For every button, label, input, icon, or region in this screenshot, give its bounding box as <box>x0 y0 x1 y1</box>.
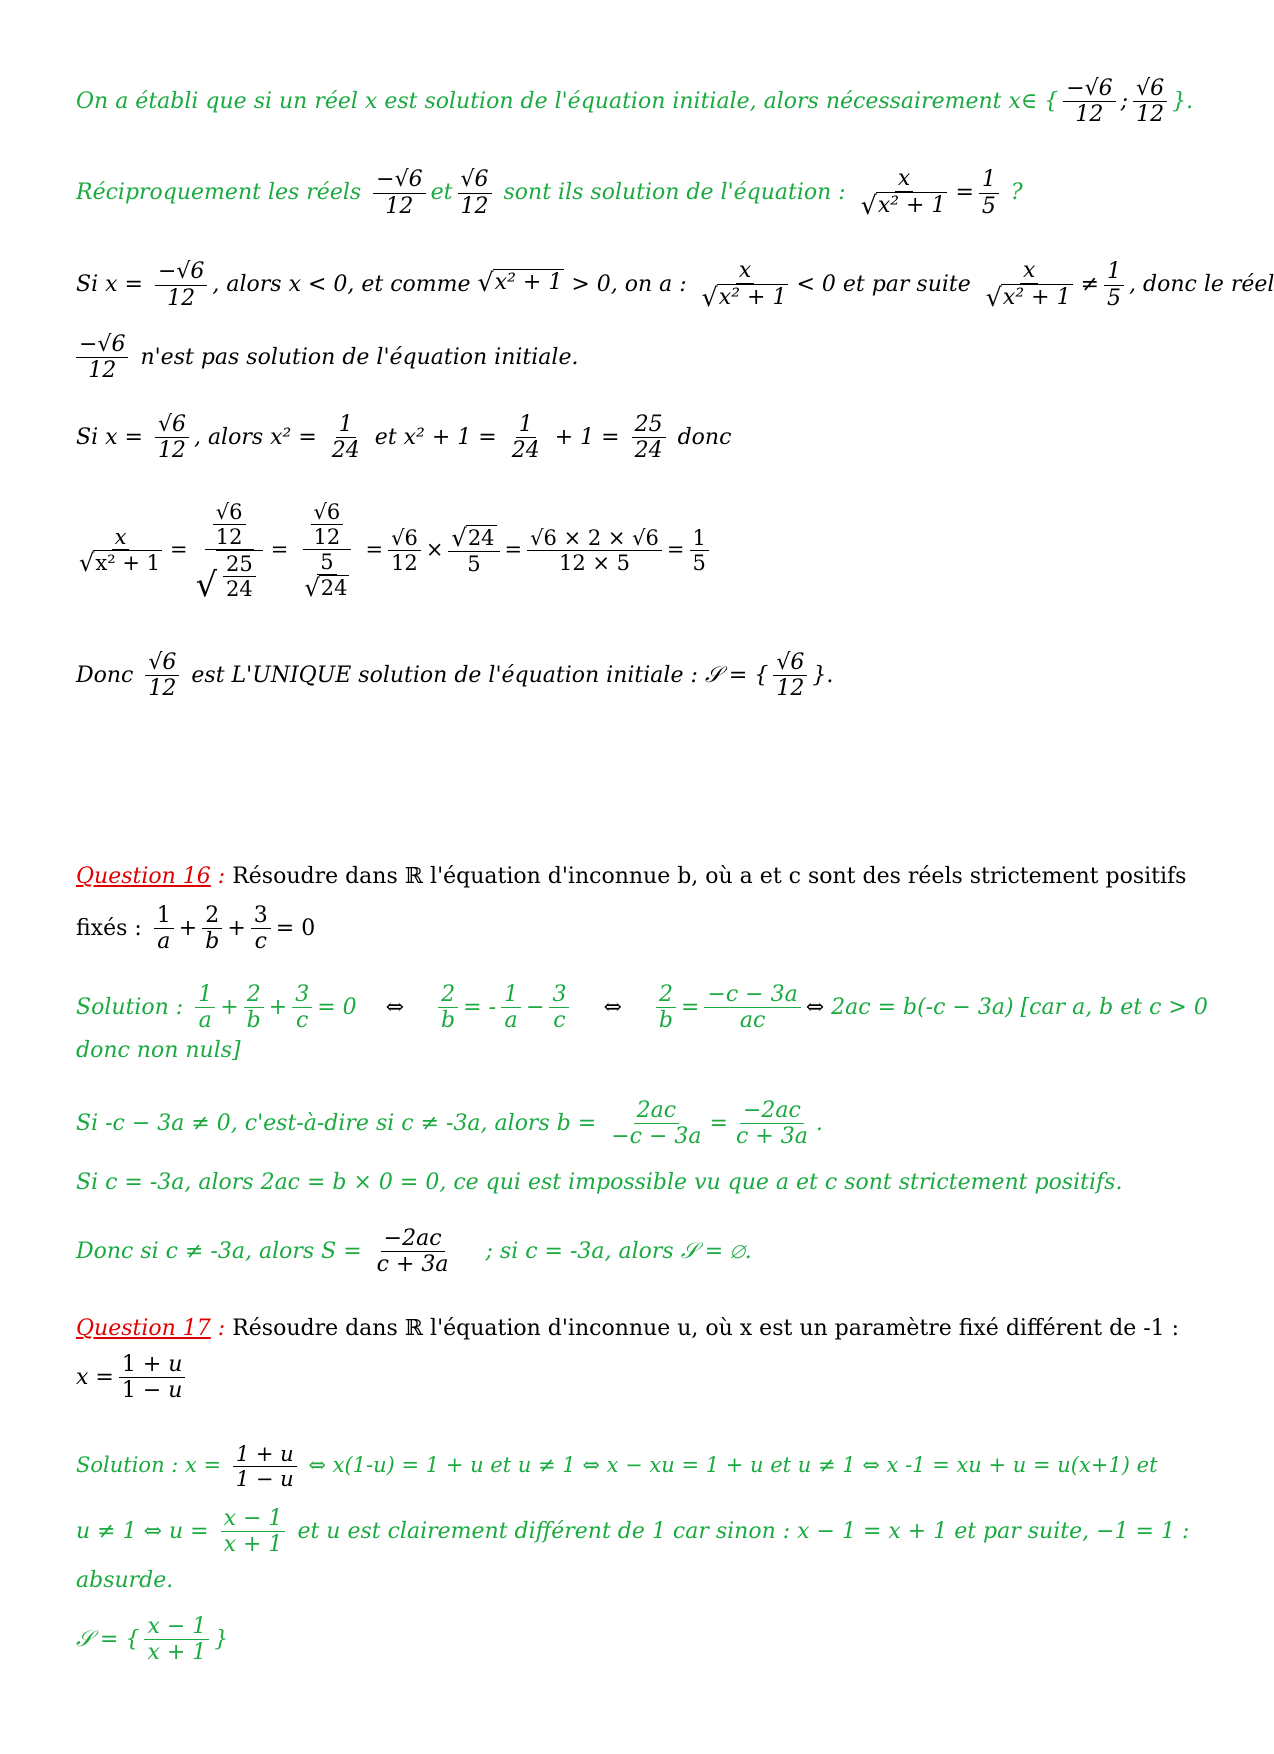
reciprocal-prefix: Réciproquement les réels <box>76 180 362 206</box>
q16-conclusion: Donc si c ≠ -3a, alors S = $\frac{-2ac}{c + 3a}$ ; si c = -3a, alors 𝒮 = ∅. <box>76 1226 752 1278</box>
question17-statement: Résoudre dans ℝ l'équation d'inconnue u, où x est un paramètre fixé différent de -1 : <box>232 1316 1180 1341</box>
reciprocal-mid: sont ils solution de l'équation : <box>503 180 846 206</box>
case1-line: Si x = $\frac{-√6}{12}$ , alors x < 0, et comme √ x² + 1 > 0, on a : x √ x² + 1 < 0 et par suite x √ x² + 1 ≠ $\frac{1}{5}$ , donc le réel <box>76 258 1274 313</box>
q16-case2: Si c = -3a, alors 2ac = b × 0 = 0, ce qui est impossible vu que a et c sont strictement positifs. <box>76 1170 1123 1195</box>
neg-root-fraction: $\frac{-√6}{12}$ <box>1063 76 1115 128</box>
q16-solution-line2: donc non nuls] <box>76 1038 241 1063</box>
q17-solution-line2: u ≠ 1 ⇔ u = $\frac{x - 1}{x + 1}$ et u est clairement différent de 1 car sinon : x − 1 = x + 1 et par suite, −1 = 1 : <box>76 1506 1190 1558</box>
question16-statement: Résoudre dans ℝ l'équation d'inconnue b, où a et c sont des réels strictement positifs <box>232 864 1187 889</box>
case2-line: Si x = $\frac{√6}{12}$ , alors x² = $\frac{1}{24}$ et x² + 1 = $\frac{1}{24}$ + 1 = $\frac{25}{24}$ donc <box>76 412 732 464</box>
q16-case1: Si -c − 3a ≠ 0, c'est-à-dire si c ≠ -3a, alors b = $\frac{2ac}{-c - 3a}$ = $\frac{-2ac}{c + 3a}$ . <box>76 1098 823 1150</box>
computation-line: x √ x² + 1 = $\frac{√6}{12}$ √ $\frac{25}{24}$ = $\frac{√6}{12}$ 5 √ 24 = $\frac{√6}{12}$ × √ 24 5 = $\frac{√6 \times 2 \times √6}{12 \times 5}$ = $\frac{1}{5}$ <box>76 500 714 602</box>
question17-heading: Question 17 : Résoudre dans ℝ l'équation d'inconnue u, où x est un paramètre fixé différent de -1 : <box>76 1316 1180 1341</box>
pos-root-fraction: $\frac{√6}{12}$ <box>1133 76 1167 128</box>
question16-equation: fixés : $\frac{1}{a}$ + $\frac{2}{b}$ + $\frac{3}{c}$ = 0 <box>76 903 316 955</box>
conclusion-line: Donc $\frac{√6}{12}$ est L'UNIQUE solution de l'équation initiale : 𝒮 = { $\frac{√6}{12}$ }. <box>76 650 834 702</box>
case1-conclusion: $\frac{-√6}{12}$ n'est pas solution de l'équation initiale. <box>76 332 578 384</box>
reciprocal-line: Réciproquement les réels $\frac{-√6}{12}$ et $\frac{√6}{12}$ sont ils solution de l'équation : x √ x² + 1 = $\frac{1}{5}$ ? <box>76 166 1023 221</box>
q17-solution-set: 𝒮 = { $\frac{x - 1}{x + 1}$ } <box>76 1614 229 1666</box>
question16-heading: Question 16 : Résoudre dans ℝ l'équation d'inconnue b, où a et c sont des réels strictement positifs <box>76 864 1187 889</box>
question17-equation: x = $\frac{1 + u}{1 - u}$ <box>76 1352 190 1404</box>
q17-solution-line3: absurde. <box>76 1568 174 1593</box>
q16-solution-line1: Solution : $\frac{1}{a}$ + $\frac{2}{b}$ + $\frac{3}{c}$ = 0 ⇔ $\frac{2}{b}$ = - $\frac{1}{a}$ − $\frac{3}{c}$ ⇔ $\frac{2}{b}$ = $\frac{-c - 3a}{ac}$ ⇔ 2ac = b(-c − 3a) [car a, b et c > 0 <box>76 982 1208 1034</box>
question16-label: Question 16 <box>76 864 211 889</box>
q17-solution-line1: Solution : x = $\frac{1 + u}{1 - u}$ ⇔ x(1-u) = 1 + u et u ≠ 1 ⇔ x − xu = 1 + u et u ≠ 1 ⇔ x -1 = xu + u = u(x+1) et <box>76 1442 1158 1492</box>
intro-text: On a établi que si un réel x est solution de l'équation initiale, alors nécessairement x∈ <box>76 88 1038 114</box>
question17-label: Question 17 <box>76 1316 211 1341</box>
intro-line: On a établi que si un réel x est solution de l'équation initiale, alors nécessairement x∈ { $\frac{-√6}{12}$ ; $\frac{√6}{12}$ }. <box>76 76 1194 128</box>
